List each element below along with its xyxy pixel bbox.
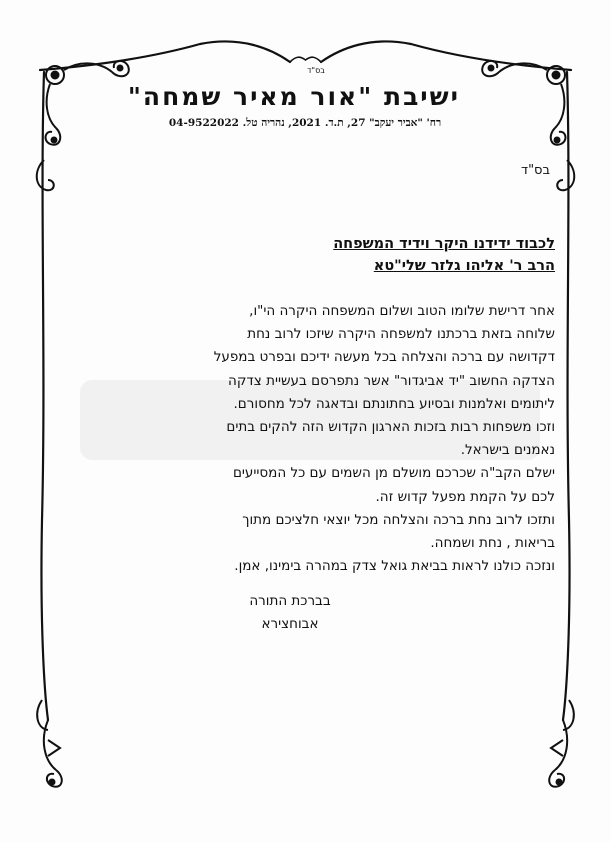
body-line: ותזכו לרוב נחת ברכה והצלחה מכל יוצאי חלציכם מתוך <box>242 511 555 528</box>
letterhead-bsd: בס"ד <box>307 66 325 75</box>
body-line: ליתומים ואלמנות ובסיוע בחתונתם ובדאגה לכל מחסורם. <box>233 395 555 412</box>
body-line: בריאות , נחת ושמחה. <box>430 535 555 552</box>
body-line: ישלם הקב"ה שכרכם מושלם מן השמים עם כל המסייעים <box>232 465 555 482</box>
corner-ornament-top-left <box>46 61 129 145</box>
addressee-line-2: הרב ר' אליהו גלזר שלי"טא <box>373 258 555 274</box>
corner-ornament-bottom-left <box>37 700 62 787</box>
corner-ornament-bottom-right <box>549 700 574 787</box>
letterhead-title: ישיבת "אור מאיר שמחה" <box>127 82 460 111</box>
closing-blessing: בברכת התורה <box>249 593 331 609</box>
letter-body <box>80 300 555 578</box>
closing-block <box>220 590 360 636</box>
body-line: אחר דרישת שלומו הטוב ושלום המשפחה היקרה הי"ו, <box>249 303 555 319</box>
closing-signature: אבוחצירא <box>261 616 319 632</box>
body-line: ונזכה כולנו לראות בביאת גואל צדק במהרה בימינו, אמן. <box>234 558 555 575</box>
letter-bsd: בס"ד <box>520 163 550 178</box>
body-line: דקדושה עם ברכה והצלחה בכל מעשה ידיכם ובפרט במפעל <box>213 349 555 366</box>
body-line: וזכו משפחות רבות בזכות הארגון הקדוש הזה להקים בתים <box>226 419 555 436</box>
body-line: נאמנים בישראל. <box>460 442 555 459</box>
crest-ornament <box>290 57 321 62</box>
addressee-block <box>240 233 555 277</box>
body-line: לכם על הקמת מפעל קדוש זה. <box>375 488 555 505</box>
letterhead-address: רח' "אביר יעקב" 27, ת.ד. 2021, נהריה טל. 04-9522022 <box>168 117 442 129</box>
body-line: הצדקה החשוב "יד אביגדור" אשר נתפרסם בעשיית צדקה <box>228 372 555 389</box>
corner-ornament-top-right <box>482 61 565 145</box>
body-line: שלוחה בזאת ברכתנו למשפחה היקרה שיזכו לרוב נחת <box>247 326 555 343</box>
addressee-line-1: לכבוד ידידנו היקר וידיד המשפחה <box>333 236 555 252</box>
